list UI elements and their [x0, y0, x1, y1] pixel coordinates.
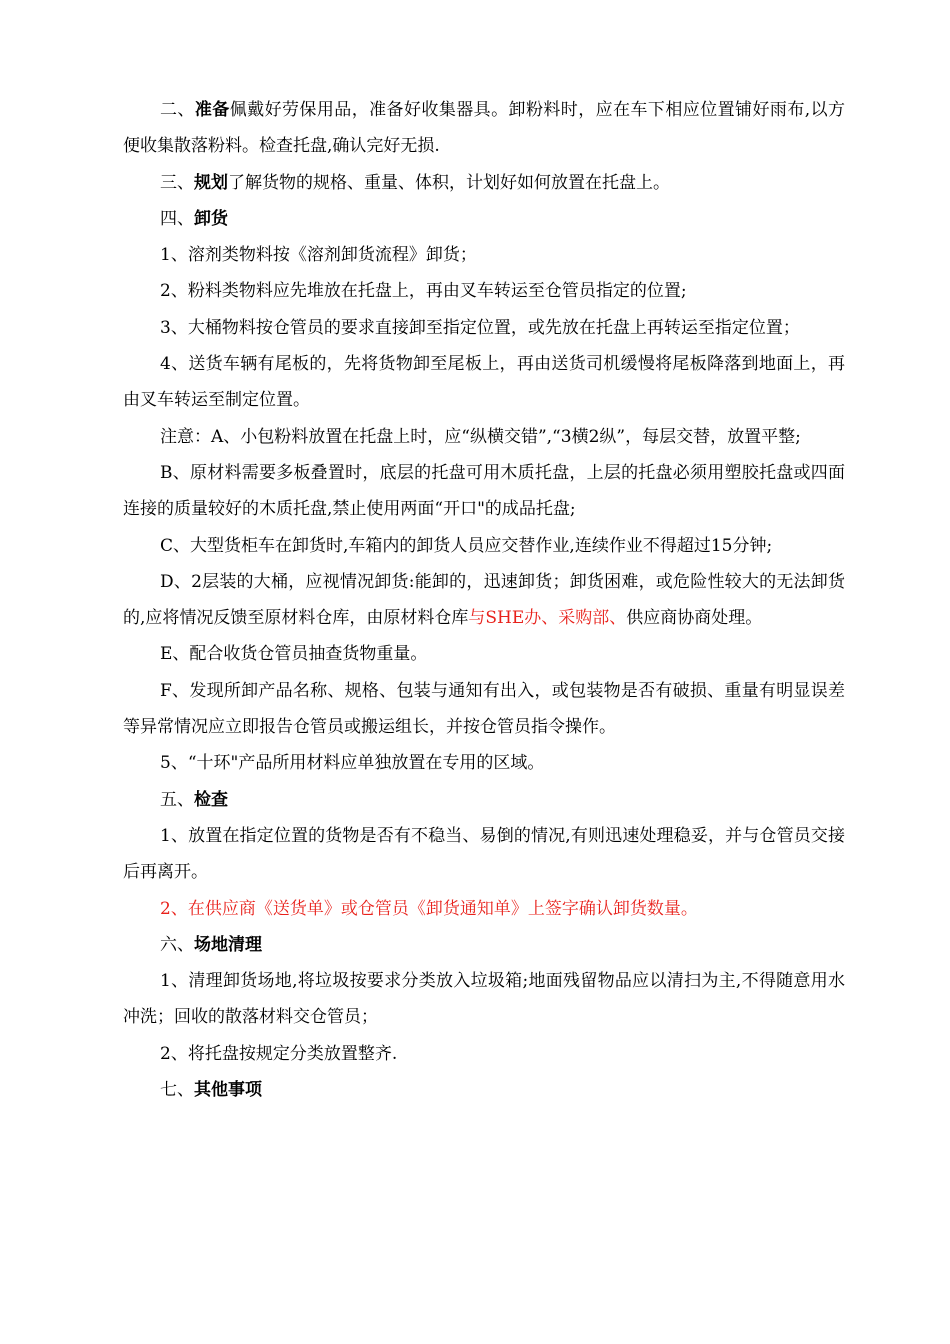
note-d-text-end: 供应商协商处理。	[626, 608, 763, 629]
list-item: 1、放置在指定位置的货物是否有不稳当、易倒的情况,有则迅速处理稳妥，并与仓管员交接后再离开。	[123, 825, 845, 883]
highlighted-list-item: 2、在供应商《送货单》或仓管员《卸货通知单》上签字确认卸货数量。	[160, 898, 698, 919]
note-c: C、大型货柜车在卸货时,车箱内的卸货人员应交替作业,连续作业不得超过15分钟;	[160, 535, 773, 556]
list-item: 2、将托盘按规定分类放置整齐.	[160, 1043, 398, 1064]
note-f: F、发现所卸产品名称、规格、包装与通知有出入，或包装物是否有破损、重量有明显误差等异常情况应立即报告仓管员或搬运组长，并按仓管员指令操作。	[123, 680, 845, 738]
section-keyword: 准备	[194, 100, 230, 120]
note-d-highlight: 与SHE办、采购部、	[468, 608, 627, 629]
section-keyword: 检查	[194, 789, 228, 810]
document-page	[123, 92, 845, 1108]
note-a: 注意：A、小包粉料放置在托盘上时，应“纵横交错”,“3横2纵”，每层交替，放置平整;	[160, 426, 801, 447]
section-number: 七、	[160, 1080, 194, 1101]
section-keyword: 规划	[194, 172, 228, 193]
section-number: 六、	[160, 934, 194, 955]
note-d-text: D、2层装的大桶，应视情况卸货:能卸的，迅速卸货；卸货困难，或危险性较大的无法卸货的,应将情况反馈至原材料仓库，由原材料仓库	[123, 571, 845, 629]
section-number: 二、	[160, 100, 195, 120]
list-item: 2、粉料类物料应先堆放在托盘上，再由叉车转运至仓管员指定的位置;	[160, 281, 687, 302]
section-text: 了解货物的规格、重量、体积，计划好如何放置在托盘上。	[228, 172, 670, 193]
section-keyword: 场地清理	[194, 934, 262, 955]
list-item: 3、大桶物料按仓管员的要求直接卸至指定位置，或先放在托盘上再转运至指定位置；	[160, 317, 800, 338]
note-e: E、配合收货仓管员抽查货物重量。	[160, 644, 428, 665]
section-check-heading	[123, 782, 845, 818]
list-item: 5、“十环"产品所用材料应单独放置在专用的区域。	[160, 753, 545, 774]
note-d	[123, 564, 845, 637]
list-item: 1、清理卸货场地,将垃圾按要求分类放入垃圾箱;地面残留物品应以清扫为主,不得随意用水冲洗；回收的散落材料交仓管员；	[123, 971, 845, 1028]
section-other-heading	[123, 1072, 845, 1108]
section-text: 佩戴好劳保用品，准备好收集器具。卸粉料时，应在车下相应位置铺好雨布,以方便收集散落粉料。检查托盘,确认完好无损.	[123, 100, 846, 157]
section-prepare	[123, 92, 845, 165]
list-item: 1、溶剂类物料按《溶剂卸货流程》卸货；	[160, 245, 477, 266]
section-number: 四、	[160, 208, 194, 229]
section-number: 五、	[160, 789, 194, 810]
note-b: B、原材料需要多板叠置时，底层的托盘可用木质托盘，上层的托盘必须用塑胶托盘或四面连接的质量较好的木质托盘,禁止使用两面“开口"的成品托盘;	[123, 462, 845, 520]
section-number: 三、	[160, 172, 194, 193]
section-unload-heading	[123, 201, 845, 237]
section-keyword: 卸货	[194, 208, 228, 229]
section-cleanup-heading	[123, 927, 845, 963]
list-item: 4、送货车辆有尾板的，先将货物卸至尾板上，再由送货司机缓慢将尾板降落到地面上，再由叉车转运至制定位置。	[123, 354, 845, 411]
section-plan	[123, 165, 845, 201]
section-keyword: 其他事项	[194, 1080, 262, 1101]
